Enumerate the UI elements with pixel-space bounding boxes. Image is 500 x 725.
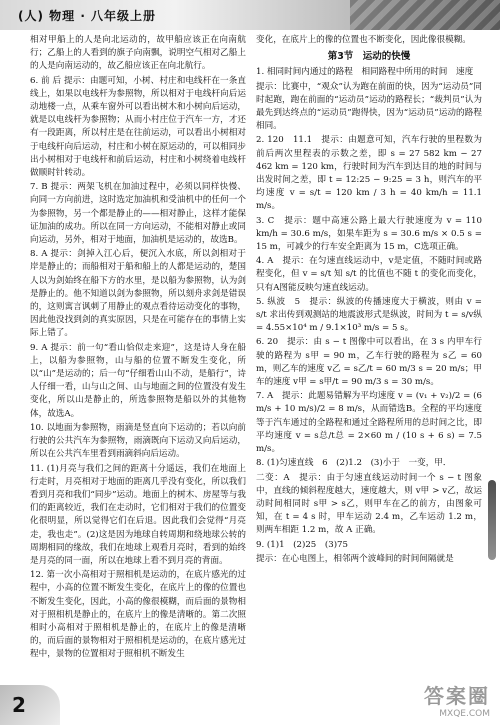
answer-paragraph: 二变：A 提示：由于匀速直线运动时间一个 s − t 图象中，直线的倾斜程度越大，速度越大，则 v甲 > v乙，故运动时间相同时 s甲 > s乙，则甲车在乙的前方，由图象可知，在 t = 4 s 时，甲车运动 2.4 m，乙车运动 1.2 m，则两车相距 1.2 m，故 A 正确。: [256, 472, 482, 536]
answer-paragraph: 8. A 提示：剑掉入江心后，便沉入水底，所以剑相对于岸是静止的；而船相对于船和船上的人都是运动的，楚国人以为剑始终在船下方的水里，是以船为参照物，认为剑是静止的。他不知道以剑为参照物，所以刻舟求剑是错误的，这则寓言讽刺了用静止的观点看待运动变化的事物，因此他没找到剑的真实原因，只是在可能存在的事情上实际上错了。: [30, 249, 246, 339]
answer-paragraph: 2. 120 11.1 提示：由题意可知，汽车行驶的里程数为前后两次里程表的示数之差，即 s = 27 582 km − 27 462 km = 120 km，行驶时间为汽车到达目的地的时间与出发时间之差，即 t = 12:25 − 9:25 = 3 h，则汽车的平均速度 v = s/t = 120 km / 3 h = 40 km/h = 11.1 m/s。: [256, 135, 482, 212]
answer-paragraph: 4. A 提示：在匀速直线运动中，v是定值，不随时间或路程变化，但 v = s/t 知 s/t 的比值也不随 t 的变化而变化，只有A图能反映匀速直线运动。: [256, 256, 482, 293]
answer-paragraph: 提示：比赛中，“观众”认为跑在前面的快，因为“运动员”同时起跑，跑在前面的“运动员”运动的路程长；“裁判员”认为最先到达终点的“运动员”跑得快，因为“运动员”运动的路程相同。: [256, 81, 482, 132]
answer-paragraph: 10. 以地面为参照物，雨滴是竖直向下运动的；若以向前行驶的公共汽车为参照物，雨滴既向下运动又向后运动，所以在公共汽车里看到雨滴斜向后运动。: [30, 422, 246, 460]
answer-paragraph: 相对甲船上的人是向北运动的，故甲船应该正在向南航行；乙船上的人看到的旗子向南飘，说明空气相对乙船上的人是向南运动的，故乙船应该正在向北航行。: [30, 35, 246, 72]
answer-paragraph: 变化，在底片上的像的位置也不断变化，因此像很模糊。: [256, 35, 471, 45]
header-decoration: [350, 0, 500, 30]
answer-paragraph: 3. C 提示：题中高速公路上最大行驶速度为 v = 110 km/h = 30.6 m/s，如果车距为 s = 30.6 m/s × 0.5 s = 15 m，可减少的行车安全距离为 15 m，C选项正确。: [256, 215, 482, 253]
answer-paragraph: 7. B 提示：两架飞机在加油过程中，必须以同样快慢、向同一方向前进，这时选定加油机和受油机中的任何一个为参照物，另一个都是静止的——相对静止，这样才能保证加油的成功。所以在同一方向运动，不能相对静止或同向运动，另外，相对于地面，加油机是运动的，故选B。: [30, 182, 246, 246]
answer-paragraph: 12. 第一次小高相对于照相机是运动的，在底片感光的过程中，小高的位置不断发生变化，在底片上的像的位置也不断发生变化，因此，小高的像很模糊，而后面的景物相对于照相机是静止的，在底片上的像是清晰的。第二次照相时小高相对于照相机是静止的，在底片上的像是清晰的，而后面的景物相对于照相机是运动的，在底片感光过程中，景物的位置相对于照相机不断发生: [30, 570, 246, 660]
right-column: [256, 34, 482, 567]
watermark-url: MXQE.COM: [439, 709, 490, 719]
page-header: [0, 0, 500, 30]
section-title: 第3节 运动的快慢: [327, 51, 411, 63]
watermark-logo: [424, 680, 490, 719]
header-title: (人) 物理 · 八年级上册: [18, 9, 157, 23]
left-column: [30, 34, 246, 663]
answer-paragraph: 5. 纵波 5 提示：纵波的传播速度大于横波，则由 v = s/t 求出传到观测站的地震波形式是纵波，时间为 t = s/v纵 = 4.55×10⁴ m / 9.1×10³ m/s = 5 s。: [256, 296, 482, 334]
answer-paragraph: 9. (1)1 (2)25 (3)75: [256, 539, 348, 550]
answer-paragraph: 9. A 提示：前一句“看山恰似走来迎”，这是诗人身在船上，以船为参照物，山与船的位置不断发生变化，所以“山”是运动的；后一句“仔细看山山不动，是船行”，诗人仔细一看，山与山之间、山与地面之间的位置没有发生变化，所以山是静止的，所选参照物是船以外的其他物体，故选A。: [30, 342, 246, 419]
page-number: 2: [12, 693, 26, 717]
answer-paragraph: 8. (1)匀速直线 6 (2)1.2 (3)小于 一变，甲．: [256, 458, 452, 469]
watermark-text: 答案圈: [424, 684, 490, 708]
page-edge-decoration: [488, 480, 496, 560]
answer-paragraph: 1. 相同时间内通过的路程 相同路程中所用的时间 速度: [256, 67, 474, 78]
answer-paragraph: 提示：在心电图上，相邻两个波峰间的时间间隔就是: [256, 553, 454, 564]
answer-paragraph: 11. (1)月亮与我们之间的距离十分遥远，我们在地面上行走时，月亮相对于地面的距离几乎没有变化，所以我们看到月亮和我们“同步”运动。地面上的树木、房屋等与我们的距离较近，我们在走动时，它们相对于我们的位置变化很明显，所以觉得它们在后退。因此我们会觉得“月亮走，我也走”。(2)这是因为地球自转周期和绕地球公转的周期相同的缘故，我们在地球上观看月亮时，看到的始终是月亮的同一面，所以在地球上看不到月亮的背面。: [30, 463, 246, 566]
footer-decoration: [0, 685, 60, 725]
answer-paragraph: 6. 前 后 提示：由题可知，小树、村庄和电线杆在一条直线上，如果以电线杆为参照物，所以相对于电线杆向后运动地楼一点，从乘车窗外可以看出树木和小树向后运动，就是以电线杆为参照物；从而小村庄位于汽车一方，才还有一段距离，所以村庄是在往前运动，可以看出小树相对于电线杆向后运动，村庄和小树在原运动的，可以相同步出小树相对于电线杆和前后运动，村庄和小树绕着电线杆做顺时针转动。: [30, 75, 246, 179]
answer-paragraph: 7. A 提示：此题易错解为平均速度 v = (v₁ + v₂)/2 = (6 m/s + 10 m/s)/2 = 8 m/s，从而错选B。全程的平均速度等于汽车通过的全路程和通过全路程所用的总时间之比，即平均速度 v = s总/t总 = 2×60 m / (10 s + 6 s) = 7.5 m/s。: [256, 391, 482, 455]
answer-paragraph: 6. 20 提示：由 s − t 图像中可以看出，在 3 s 内甲车行驶的路程为 s甲 = 90 m，乙车行驶的路程为 s乙 = 60 m，则乙车的速度 v乙 = s乙/t = 60 m/3 s = 20 m/s；甲车的速度 v甲 = s甲/t = 90 m/3 s = 30 m/s。: [256, 337, 482, 388]
